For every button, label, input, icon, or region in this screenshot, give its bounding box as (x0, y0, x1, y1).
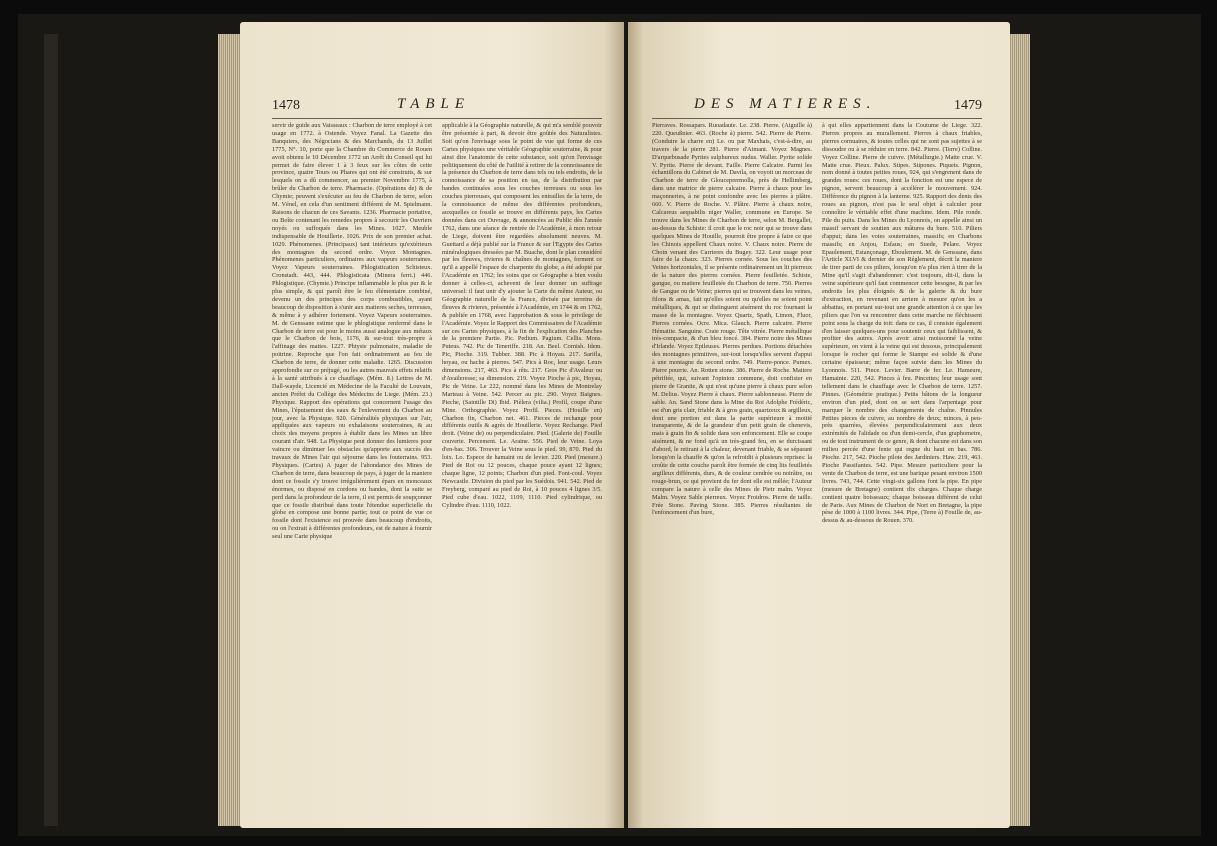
left-page-header (272, 96, 602, 118)
right-page (628, 22, 1010, 828)
right-header-rule (652, 118, 982, 119)
right-column-2-text: à qui elles appartiennent dans la Coutume de Liege. 322. Pierres propres au murallement. Pierres à chaux friables, pierres cornuaires, & toutes celles qui ne sont pas sujettes à se dissoudre ou à se réduire en terre. 842. Pierre. (Terre) Colline. Voyez Colline. Pierre de cuivre. (Métallurgie.) Matte crue. V. Matte crue. Pieux. Palux. Stipes. Stipones. Piquets. Pignon, nom donné à toutes petites roues, 924, qui s'engrenent dans de grandes roues: ces roues, dont la fonction est une espece de pignon, servent beaucoup à accélérer le mouvement. 924. Différence du pignon à la lanterne. 925. Rapport des dents des roues au pignon, n'est pas le seul objet à calculer pour connoître le véritable effet d'une machine. Idem. Pile ronde. Pile du puits. Dans les Mines du Lyonnois, on appelle ainsi un massif servant de soutien aux mâtures du bure. 510. Piliers d'appui; dans les voies souterraines, massifs; en Charbons massifs; en Anjou, Esfaus; en Suede, Pelare. Voyez Epaulement, Estançonage, Eboulement. M. de Genssane, dans l'Article XLVI & dernier de son Réglement, décrit la maniere de tirer parti de ces piliers, lorsqu'on n'a plus rien à tirer de la Mine qu'il s'agit d'abandonner: c'est toujours, dit-il, dans la veine supérieure qu'il faut commencer cette besogne, & par les endroits les plus éloignés & de la galerie & du bure d'extraction, en revenant en arriere à mesure qu'on les a abbattus, en portant sur-tout une grande attention à ce que les piliers que l'on va rencontrer dans cette marche ne fléchissent point sous la charge du toit: dans ce cas, il consiste également d'en laisser quelques-uns pour soutenir ceux qui faiblissent, & profiter des autres. Après avoir ainsi moissonné la veine supérieure, on vient à la veine qui est dessous, principalement lorsque le rocher qui forme le Stampe est solide & d'une certaine épaisseur; même façon suivie dans les Mines du Lyonnois. 511. Pince. Levier. Barre de fer. Le. Hameure, Hamainie. 220, 542. Pinces à feu. Pincettes; leur usage sont tellement dans le chauffage avec le Charbon de terre. 1257. Pinnes. (Géométrie pratique.) Petits bâtons de la longueur environ d'un pied, dont on se sert dans l'arpentage pour marquer le nombre des changements de chaîne. Pinnules Petites pieces de cuivre, au nombre de deux; minces, à peu-près quarrées, élevées perpendiculairement aux deux extrémités de l'alidade ou d'un demi-cercle, d'un graphometre, ou de tout instrument de ce genre, & dont chacune est dans son milieu percée d'une fente qui regne du haut en bas. 786. Pioche. 217, 542. Pioche pilote des Jardiniers. Haw. 219, 463. Pioche Passifantes. 542. Pipe. Mesure particuliere pour la vente de Charbon de terre, est une barique pesant environ 1500 livres. 743, 744. Cette vingt-six gallons font la pipe. En pipe (mesure de Bretagne) contient dix charges. Chaque charge contient quatre boisseaux; chaque boisseau différent de celui de Paris. Aux Mines de Charbon de Nort en Bretagne, la pipe pèse de 1000 à 1100 livres. 344. Pipe, (Terre à) Fouille de, au-dessus & au-dessous de Rouen. 370. (822, 122, 982, 525)
right-column-2 (822, 122, 982, 812)
left-page (240, 22, 624, 828)
left-column-1-text: servir de guide aux Vaisseaux : Charbon de terre employé à cet usage en 1772. à Ostende. Voyez Fanal. La Gazette des Banquiers, des Négocians & des Marchands, du 13 Juillet 1775, N°. 10, porte que la Chambre du Commerce de Rouen avoit obtenu le 10 Décembre 1772 un Arrêt du Conseil qui lui permet de faire élever 1 à 3 feux sur les côtes de cette province, quatre Tours ou Phares qui ont été construits, & sur lesquels on a dû commencer, au premier Novembre 1775, à brûler du Charbon de terre. Pharmacie. (Opérations de) & de Chymie; peuvent s'exécuter au feu de Charbon de terre, selon M. Vénel, en cela d'un sentiment différent de M. Spielmann. Raisons de chacun de ces Savants. 1236. Pharmacie portative, ou Boîte contenant les remedes propres à secourir les Ouvriers noyés ou suffoqués dans les Mines. 1027. Meuble indispensable de Houillerie. 1026. Prix de son premier achat. 1029. Phénomenes. (Principaux) tant intérieurs qu'extérieurs des montagnes du second ordre. Voyez Montagnes. Phénomenes particuliers, ordinaires aux vapeurs souterraines. Voyez Vapeurs souterraines. Phlogistication Schisteux. Cronstadt. 443, 444. Phlogisticata (Minera ferri.) 446. Phlogistique. (Chymie.) Principe inflammable le plus pur & le plus simple, & qui paroît être le feu élémentaire combiné, devenu un des principes des corps combustibles, ayant beaucoup de disposition à s'unir aux matieres seches, terreuses, & même à y adhérer fortement. Voyez Vapeurs souterraines. M. de Genssane estime que le phlogistique renfermé dans le Charbon de terre est pour le moins aussi analogue aux métaux que le Charbon de bois, 1176, & sur-tout très-propre à l'affinage des mattes. 1227. Phtysie pulmonaire, maladie de poitrine. Reproche que l'on fait ordinairement au feu de Charbon de terre, de donner cette maladie. 1265. Discussion approfondie sur ce préjugé, ou les autres mauvais effets relatifs à la santé attribués à ce chauffage. (Mém. 8.) Lettres de M. Dall-wayde, Licencié en Médecine de la Faculté de Louvain, ancien Préfet du Collège des Médecins de Liege. (Mém. 23.) Physique. Rapport des opérations qui concernent l'usage des Mines, l'épuisement des eaux & l'enlevement du Charbon au jour, avec la Physique. 920. Généralités physiques sur l'air, appliquées aux vapeurs ou exhalaisons souterraines, & au choix des moyens propres à établir dans les Mines un libre courant d'air. 948. La Physique peut donner des lumieres pour vaincre ou diminuer les obstacles qu'apporte aux succès des travaux de Mines l'air qui séjourne dans les fouterrains. 953. Physiques. (Cartes) A juger de l'abondance des Mines de Charbon de terre, dans beaucoup de pays, à juger de la maniere dont ce fossile s'y trouve irrégulièrement épars en monceaux énormes, ou disposé en cordons ou bandes, dont la suite se perd dans la profondeur de la terre, il est permis de soupçonner que ce fossile distribué dans toute l'étendue superficielle du globe en compose une bonne partie; tout ce point de vue ce fossile dont l'existence est prouvée dans beaucoup d'endroits, ou on l'extrait à différentes profondeurs, est de nature à fournir seul une Carte physique (272, 122, 432, 541)
left-page-number: 1478 (272, 98, 300, 113)
right-page-edges (1010, 34, 1030, 826)
right-column-1 (652, 122, 812, 812)
left-running-head: TABLE (397, 96, 471, 112)
left-header-rule (272, 118, 602, 119)
right-page-number: 1479 (954, 98, 982, 113)
left-page-edges (218, 34, 240, 826)
book-spread (18, 14, 1201, 836)
book-spine-binding (44, 34, 58, 826)
right-column-1-text: Pierraves. Rossapars. Ruoadaute. Le. 238. Pierre. (Aiguille à) 220. Queußnier. 463. (Roche à) pierre. 542. Pierre de Pierre. (Conduire la charre en) Le. ou par Maxhais, c'est-à-dire, au travers de la pierre 281. Pierre d'Aimant. Voyez Magnes. D'arquebusade Pyrites sulphureux nudus. Waller. Pyrite solide V. Pyrite. Pierre de devant. Faille. Pierre Calcaire. Parmi les échantillons du Cabinet de M. Davila, on voyoit un morceau de Charbon de terre de Glouceprermolla, près de Hellimberg, dans une matrice de pierre calcaire. Pierre à chaux pour les maçonneries, à ne point confondre avec les pierres à plâtre. 660. V. Pierre de Roche. V. Plâtre. Pierre à chaux noire, Calcareus aequabilis niger Waller, commune en Europe. Se trouve dans les Mines de Charbon de terre, selon M. Bergallet, au-dessus du Schiste: il croit que le roc noir qui se trouve dans quelques Mines de Houille, pourroit être propre à faire ce que les Chinois appellent Chaux noire. V. Chaux noire. Pierre de Choin venant des Carrieres du Bugey. 322. Leur usage pour faire de la chaux. 323. Pierres cornée. Sous les couches des Veines horizontales, il se présente ordinairement un lit pierreux de la nature des pierres cornées. Pierre feuilletée. Schiste, gangue, ou matiere feuilletée du Charbon de terre. 750. Pierres de Gangue ou de Veine; pierres qui se trouvent dans les veines, filons & amas, fait qu'elles soient ou qu'elles ne soient point métalliques, & qui se distinguent aisément du roc fournant la masse de la montagne. Voyez Quartz, Spath, Limon, Fluor, Pierres cornées. Ocre. Mica. Glauch. Pierre calcaire. Pierre Hématite. Sanguine. Craie rouge. Tête vitrée. Pierre métallique très-compacte, & d'un bleu foncé. 384. Pierre noire des Mines d'Irlande. Voyez Epileuses. Pierres perdues. Portions détachées des montagnes primitives, sur-tout lorsqu'elles servent d'appui à une montagne du second ordre. 749. Pierre-ponce. Pumex. Pierre pourrie. An. Rotten stone. 386. Pierre de Roche. Matiere pétrifiée, qui, suivant l'opinion commune, doit confister en pierre de Granite, & qui n'est qu'une pierre à chaux pure selon M. Delius. Voyez Pierre à chaux. Pierre sablonneuse. Pierre de sable. An. Sand Stone dans la Mine du Roi Adolphe Frédéric, est d'un gris clair, friable & à gros grain, quartzeux & argilleux, dont une portion est dans la partie supérieure à moitié transparente, & de la grandeur d'un petit grain de chenevis, mais à grain fin & solide dans son enfoncement. Elle se coupe aisément, & ne fond qu'à un très-grand feu, en se durcissant d'abord, le retirant à la chaleur, devenant friable, & se séparant lorsqu'on la chauffe & qu'on la refroidit à plusieurs reprises: la croûte de cette couche paroît être formée de cinq lits feuilletés argilleux différents, durs, & de couleur cendrée ou noirâtre, ou rouge-brun, ce qui provient du fer dont elle est mêlée; l'Auteur compare la nature à celle des Mines de Pietr malm. Voyez Malm. Voyez Sable pierreux. Voyez Froidros. Pierre de taille. Frée Stone. Paving Stone. 385. Pierres résultantes de l'enfoncement d'un bure, (652, 122, 812, 517)
left-column-2 (442, 122, 602, 812)
left-column-1 (272, 122, 432, 812)
right-page-header (652, 96, 982, 118)
left-column-2-text: applicable à la Géographie naturelle, & qui m'a semblé pouvoir être présentée à part, & devoir être goûtée des Naturalistes. Soit qu'on l'envisage sous le point de vue qui forme de ces Cartes physiques une véritable Géographie souterraine, & pour ainsi dire l'anatomie de cette substance, soit qu'on l'envisage politiquement du côté de l'utilité à retirer de la connoissance de la présence du Charbon de terre dans tels ou tels endroits, de la connoissance de sa position en tas, de la distribution par bandes continuées sous les couches terreuses ou sous les couches pierreuses, qui composent les entrailles de la terre, de la connoissance de même des différentes profondeurs, auxquelles ce fossile se trouve en différents pays, les Cartes données dans cet Ouvrage, & annoncées au Public dès l'année 1762, dans une séance de rentrée de l'Académie, à mon retour de Liege, doivent être regardées absolument neuves. M. Guettard a déjà publié sur la France & sur l'Egypte des Cartes minéralogiques dressées par M. Buache, dont le plan considéré par les fleuves, rivieres & chaînes de montagnes, forment ce qu'il a appellé l'espace de charpente du globe, a été adopté par l'Académie en 1762; les soins que ce Géographe a bien voulu donner à celles-ci, achevent de leur donner un suffrage universel: il faut unir d'y ajouter la Carte du même Auteur, ou Géographie naturelle de la France, divisée par terreins de fleuves & rivieres, présentée à l'Académie, en 1744 & en 1762, & publiée en 1768, avec l'approbation & sous le privilege de l'Académie. Voyez le Rapport des Commissaires de l'Académie sur ces Cartes physiques, à la fin de l'explication des Planches de la premiere Partie. Pic. Pedium. Pagium. Cellis. Mons. Puteus. 742. Pic de Teneriffe. 218. An. Beel. Cornish. Idem. Pic, Pioche. 319. Tubber. 388. Pic à Hoyau. 217. Sarifla, hoyau, ou hache à pierres. 547. Pics à Roc, leur usage. Leurs dimensions. 217, 463. Pics à rêts. 217. Gros Pic d'Avaleur ou d'Availeresse; sa dimension. 219. Voyez Pioche à pic, Hoyau, Pic de Veine. Le 222, nommé dans les Mines de Montrelay Marteau à Veine. 542. Percer au pic. 290. Voyez Baignes. Pieche, (Saintille Di) Ibid. Pièlera (vilia.) Profil, coupe d'une Mine. Orthographie. Voyez Profil. Pieces. (Houille en) Charbon fin, Charbon net. 461. Pieces de rechange pour différents outils & agrès de Houillerie. Voyez Rechange. Pied droit. (Veine de) ou perpendiculaire. Pied. (Galerie de) Fouille couverte. Percement. Le. Araine. 556. Pied de Veine. Loya d'en-bas. 306. Trouver la Veine sous le pied. 99, 870. Pied du loix. Lo. Espece de hamaint ou de levier. 220. Pied (mesure.) Pied de Roi ou 12 pouces, chaque pouce ayant 12 lignes; chaque ligne, 12 points; Charbon d'un pied. Font-coul. Voyez Newcastle. Division du pied par les Suédois. 941. 542. Pied de Freyberg, comparé au pied de Roi, à 10 pouces 4 lignes 3/5. Pied cube d'eau. 1022, 1109, 1110. Pied cylindrique, ou Cylindre d'eau. 1110, 1022. (442, 122, 602, 509)
right-running-head: DES MATIERES. (694, 96, 877, 112)
